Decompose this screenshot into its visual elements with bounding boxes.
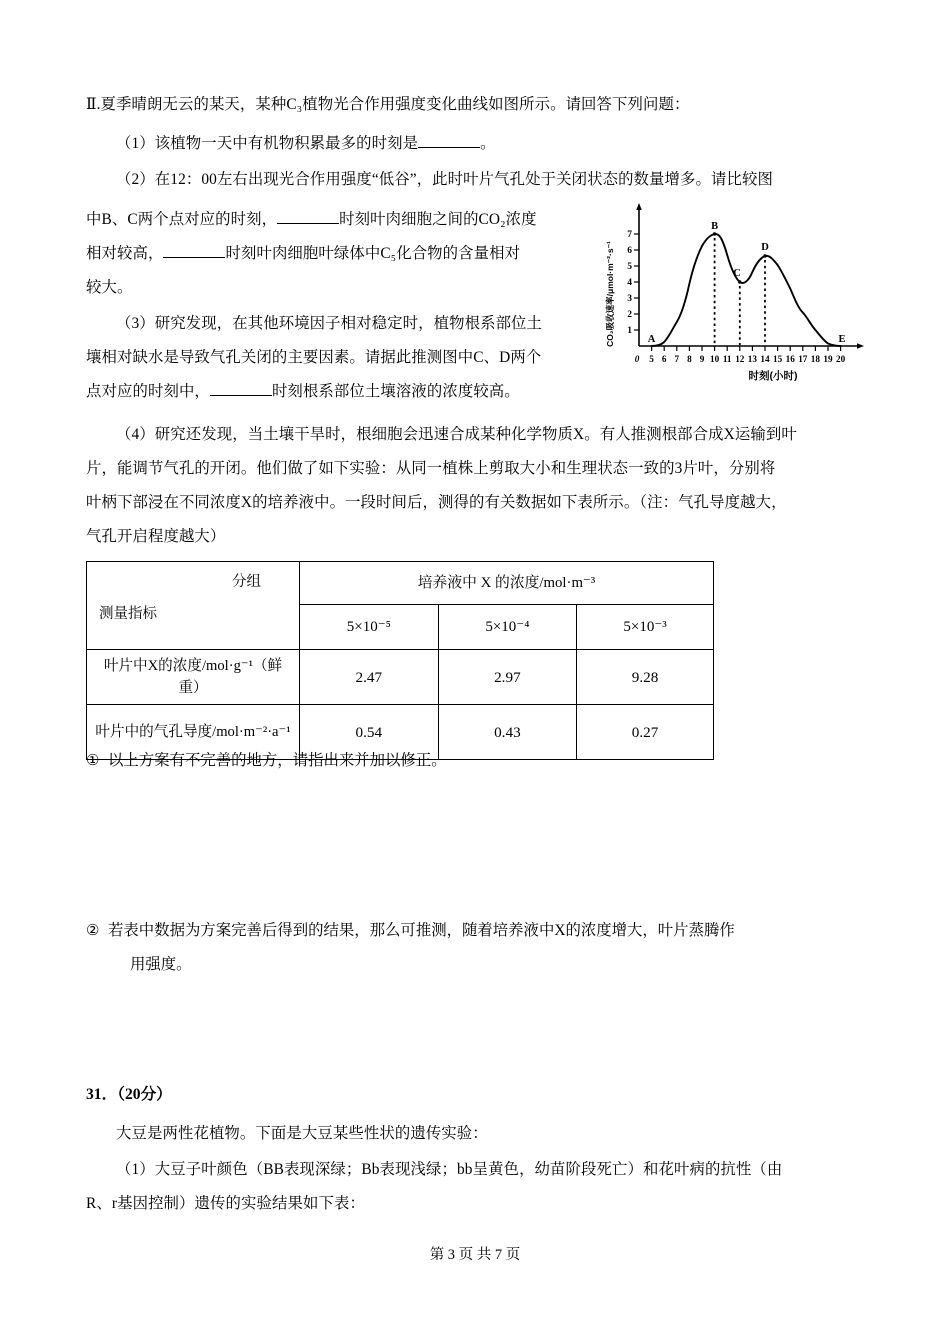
chart-point-B <box>713 232 716 235</box>
photosynthesis-chart-svg <box>601 198 869 388</box>
svg-text:18: 18 <box>810 354 820 364</box>
experiment-data-table <box>86 561 714 760</box>
answer-blank[interactable] <box>210 395 272 396</box>
chart-point-C <box>738 280 741 283</box>
question-2-line-2 <box>86 203 606 237</box>
chart-label-D: D <box>761 242 769 253</box>
table-row <box>87 650 714 705</box>
sub-item-1-text: 以上方案有不完善的地方，请指出来并加以修正。 <box>108 752 447 769</box>
question-31-line-3: R、r基因控制）遗传的实验结果如下表： <box>86 1195 365 1212</box>
svg-text:19: 19 <box>823 354 833 364</box>
svg-text:13: 13 <box>747 354 757 364</box>
table-cell: 9.28 <box>577 650 714 705</box>
chart-data-curve <box>652 234 841 346</box>
q2-line3-a: 相对较高， <box>86 245 164 262</box>
table-group-label: 分组 <box>232 574 261 590</box>
svg-text:9: 9 <box>699 354 705 364</box>
svg-text:5: 5 <box>627 262 632 272</box>
table-row-label: 叶片中X的浓度/mol·g⁻¹（鲜重） <box>87 650 300 705</box>
chart-label-A: A <box>647 334 656 345</box>
table-metric-label: 测量指标 <box>99 606 157 622</box>
svg-text:6: 6 <box>627 246 632 256</box>
table-cell: 2.97 <box>438 650 577 705</box>
sub-item-2 <box>86 914 874 982</box>
question-31-part-1 <box>86 1153 874 1221</box>
table-cell: 0.54 <box>300 705 439 760</box>
question-3-line-1: （3）研究发现，在其他环境因子相对稳定时，植物根系部位土 <box>116 315 543 332</box>
chart-y-tick-labels <box>627 230 632 336</box>
svg-text:0: 0 <box>634 354 640 364</box>
svg-text:11: 11 <box>722 354 732 364</box>
chart-label-E: E <box>838 334 846 345</box>
question-3 <box>86 307 606 409</box>
chart-label-C: C <box>733 268 741 279</box>
photosynthesis-curve-figure <box>601 198 869 388</box>
q3-line3-b: 时刻根系部位土壤溶液的浓度较高。 <box>271 383 520 400</box>
question-4-line-4: 气孔开启程度越大） <box>86 528 226 545</box>
svg-text:8: 8 <box>687 354 692 364</box>
table-cell: 2.47 <box>300 650 439 705</box>
sub-item-2-line-2: 用强度。 <box>130 956 192 973</box>
table-cell: 0.43 <box>438 705 577 760</box>
question-4-line-2: 片，能调节气孔的开闭。他们做了如下实验：从同一植株上剪取大小和生理状态一致的3片叶，分别将 <box>86 460 776 477</box>
table-column-header: 5×10⁻⁴ <box>438 605 577 650</box>
question-1 <box>86 127 874 161</box>
sub-item-2-number: ② <box>86 923 100 939</box>
chart-point-D <box>763 254 766 257</box>
question-1-text: （1）该植物一天中有机物积累最多的时刻是 <box>116 135 419 152</box>
q2-line2-b: 时刻叶肉细胞之间的CO₂浓度 <box>339 211 537 228</box>
table-concentration-header: 培养液中 X 的浓度/mol·m⁻³ <box>300 562 714 605</box>
question-4-line-3: 叶柄下部浸在不同浓度X的培养液中。一段时间后，测得的有关数据如下表所示。（注：气孔导度越大， <box>86 494 787 511</box>
sub-item-1-number: ① <box>86 753 100 769</box>
svg-text:5: 5 <box>649 354 654 364</box>
q2-line2-a: 中B、C两个点对应的时刻， <box>86 211 278 228</box>
sub-item-2-line-1: 若表中数据为方案完善后得到的结果，那么可推测，随着培养液中X的浓度增大，叶片蒸腾作 <box>108 922 735 939</box>
section-intro-text: .夏季晴朗无云的某天，某种C₃植物光合作用强度变化曲线如图所示。请回答下列问题： <box>96 96 690 113</box>
chart-x-tick-labels <box>635 354 846 364</box>
svg-text:1: 1 <box>627 326 632 336</box>
svg-text:15: 15 <box>773 354 783 364</box>
svg-text:6: 6 <box>661 354 667 364</box>
table-cell: 0.27 <box>577 705 714 760</box>
table-row <box>87 705 714 760</box>
section-marker: Ⅱ <box>86 96 97 113</box>
question-2-line-4: 较大。 <box>86 279 133 296</box>
chart-point-labels <box>648 221 846 345</box>
answer-blank[interactable] <box>277 223 339 224</box>
question-3-line-3 <box>86 375 606 409</box>
question-31-title: 31．（20分） <box>86 1086 172 1103</box>
svg-text:4: 4 <box>627 278 632 288</box>
chart-label-B: B <box>711 221 719 232</box>
svg-text:2: 2 <box>627 310 632 320</box>
answer-blank[interactable] <box>163 257 225 258</box>
svg-text:7: 7 <box>674 354 680 364</box>
page-footer: 第 3 页 共 7 页 <box>429 1247 521 1263</box>
svg-text:10: 10 <box>710 354 720 364</box>
table-split-header-cell <box>87 562 300 650</box>
question-2-text: （2）在12：00左右出现光合作用强度“低谷”，此时叶片气孔处于关闭状态的数量增多。请比较图 <box>116 171 773 188</box>
svg-text:14: 14 <box>760 354 770 364</box>
table-header-row-1 <box>87 562 714 605</box>
svg-text:17: 17 <box>798 354 808 364</box>
question-4 <box>86 418 874 554</box>
q3-line3-a: 点对应的时刻中， <box>86 383 210 400</box>
table-column-header: 5×10⁻⁵ <box>300 605 439 650</box>
chart-y-axis-label: CO₂吸收速率/μmol·m⁻²·s⁻¹ <box>605 241 615 347</box>
chart-x-axis-arrow <box>857 343 864 349</box>
question-31-line-2: （1）大豆子叶颜色（BB表现深绿；Bb表现浅绿；bb呈黄色，幼苗阶段死亡）和花叶病的抗性（由 <box>116 1161 783 1178</box>
question-2-line-3 <box>86 237 606 271</box>
question-2-continued <box>86 203 606 305</box>
question-3-line-2: 壤相对缺水是导致气孔关闭的主要因素。请据此推测图中C、D两个 <box>86 349 542 366</box>
question-4-line-1: （4）研究还发现，当土壤干旱时，根细胞会迅速合成某种化学物质X。有人推测根部合成X运输到叶 <box>116 426 797 443</box>
svg-text:20: 20 <box>836 354 846 364</box>
answer-blank[interactable] <box>418 147 480 148</box>
question-31-intro: 大豆是两性花植物。下面是大豆某些性状的遗传实验： <box>116 1125 488 1142</box>
svg-text:16: 16 <box>785 354 795 364</box>
svg-text:12: 12 <box>735 354 745 364</box>
svg-text:3: 3 <box>627 294 632 304</box>
question-1-end: 。 <box>480 135 496 152</box>
table-diagonal-divider <box>87 562 299 634</box>
chart-y-axis-arrow <box>636 203 642 210</box>
section-intro <box>86 93 874 117</box>
table-row-label: 叶片中的气孔导度/mol·m⁻²·a⁻¹ <box>87 705 300 760</box>
question-2-line-1 <box>86 163 874 197</box>
q2-line3-b: 时刻叶肉细胞叶绿体中C₅化合物的含量相对 <box>225 245 521 262</box>
table-column-header: 5×10⁻³ <box>577 605 714 650</box>
chart-x-axis-label: 时刻(小时) <box>748 370 798 382</box>
svg-text:7: 7 <box>627 230 632 240</box>
